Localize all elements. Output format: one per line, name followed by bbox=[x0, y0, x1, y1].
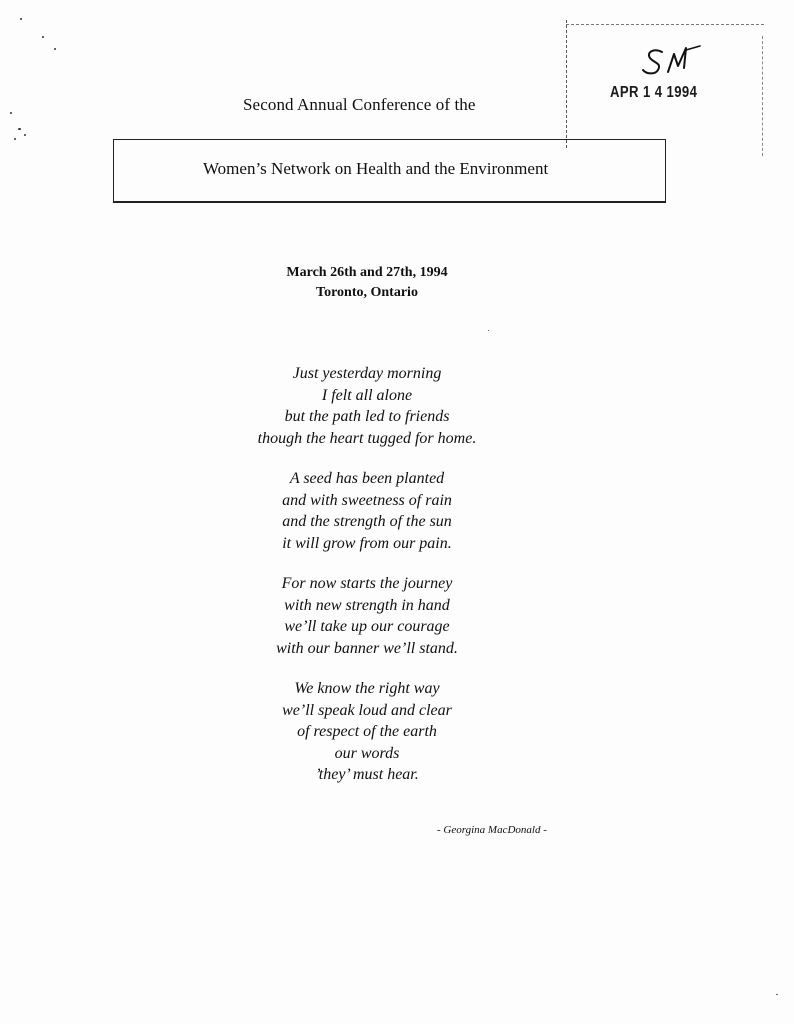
poem-line: I felt all alone bbox=[321, 386, 413, 404]
poem-line: of respect of the earth bbox=[297, 723, 437, 740]
poem bbox=[197, 363, 537, 805]
event-location: Toronto, Ontario bbox=[316, 285, 418, 300]
poem-line: it will grow from our pain. bbox=[282, 534, 452, 552]
scan-speck bbox=[10, 112, 12, 114]
scan-speck bbox=[54, 48, 56, 50]
scan-speck bbox=[24, 134, 26, 136]
scan-speck bbox=[42, 36, 44, 38]
poem-stanza-3 bbox=[197, 573, 537, 659]
received-date-stamp: APR 1 4 1994 bbox=[610, 84, 698, 101]
scan-speck bbox=[776, 994, 778, 995]
poem-stanza-4 bbox=[197, 678, 537, 786]
poem-line: For now starts the journey bbox=[281, 575, 453, 592]
poem-stanza-1 bbox=[197, 363, 537, 449]
stamp-border-top bbox=[566, 24, 764, 25]
stamp-border-left bbox=[566, 20, 567, 148]
stamp-border-right bbox=[762, 36, 763, 156]
poem-line: and with sweetness of rain bbox=[282, 491, 452, 509]
poem-line: our words bbox=[334, 744, 400, 762]
poem-line: but the path led to friends bbox=[284, 408, 450, 425]
poem-stanza-2 bbox=[197, 468, 537, 554]
handwritten-initials-icon bbox=[640, 42, 710, 87]
poem-line: with our banner we’ll stand. bbox=[276, 639, 458, 657]
poem-line: with new strength in hand bbox=[284, 596, 450, 614]
poem-line: Just yesterday morning bbox=[292, 365, 442, 382]
poem-line: we’ll take up our courage bbox=[284, 618, 450, 635]
network-name: Women’s Network on Health and the Environment bbox=[203, 159, 549, 178]
poem-line: we’ll speak loud and clear bbox=[282, 701, 452, 719]
poem-line: ’they’ must hear. bbox=[315, 766, 419, 783]
scan-speck bbox=[488, 330, 489, 331]
scan-speck bbox=[20, 18, 22, 20]
poem-line: though the heart tugged for home. bbox=[257, 429, 477, 447]
scan-speck bbox=[18, 128, 21, 130]
poem-line: We know the right way bbox=[294, 680, 440, 697]
poem-line: and the strength of the sun bbox=[282, 513, 452, 530]
conference-title-line: Second Annual Conference of the bbox=[243, 95, 476, 114]
poem-author: - Georgina MacDonald - bbox=[437, 824, 547, 836]
poem-line: A seed has been planted bbox=[289, 470, 445, 487]
scan-speck bbox=[14, 138, 16, 140]
event-date: March 26th and 27th, 1994 bbox=[286, 265, 448, 280]
